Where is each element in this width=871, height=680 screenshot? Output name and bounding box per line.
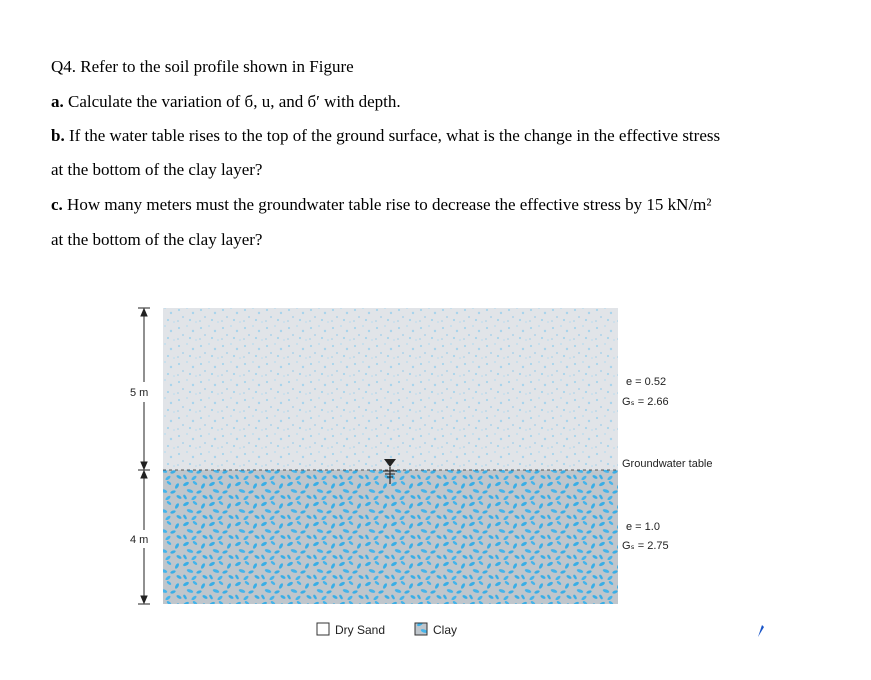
clay-void-ratio: e = 1.0 bbox=[626, 521, 660, 533]
part-c-label: c. bbox=[51, 195, 63, 214]
sand-specific-gravity: Gₛ = 2.66 bbox=[622, 396, 669, 408]
clay-layer bbox=[163, 470, 618, 604]
legend-dry-sand: Dry Sand bbox=[335, 623, 386, 637]
sand-thickness-label: 5 m bbox=[130, 387, 149, 399]
groundwater-table-label: Groundwater table bbox=[622, 458, 713, 470]
question-title: Q4. Refer to the soil profile shown in Figure bbox=[51, 57, 354, 76]
clay-swatch-icon bbox=[415, 623, 427, 635]
dry-sand-swatch-icon bbox=[317, 623, 329, 635]
legend-clay: Clay bbox=[433, 623, 458, 637]
part-b-continuation: at the bottom of the clay layer? bbox=[51, 160, 263, 179]
part-c-text: How many meters must the groundwater table rise to decrease the effective stress by 15 kN/m² bbox=[62, 195, 712, 214]
clay-specific-gravity: Gₛ = 2.75 bbox=[622, 540, 669, 552]
legend bbox=[317, 623, 457, 637]
part-c-continuation: at the bottom of the clay layer? bbox=[51, 230, 263, 249]
part-b-text: If the water table rises to the top of the ground surface, what is the change in the effective stress bbox=[64, 126, 721, 145]
dimension-markers bbox=[138, 308, 150, 604]
cursor-icon bbox=[758, 625, 764, 637]
part-a-text: Calculate the variation of б, u, and б′ with depth. bbox=[63, 92, 401, 111]
part-a-label: a. bbox=[51, 92, 64, 111]
sand-void-ratio: e = 0.52 bbox=[626, 376, 667, 388]
clay-thickness-label: 4 m bbox=[130, 534, 149, 546]
part-b-label: b. bbox=[51, 126, 65, 145]
dry-sand-layer bbox=[163, 308, 618, 470]
